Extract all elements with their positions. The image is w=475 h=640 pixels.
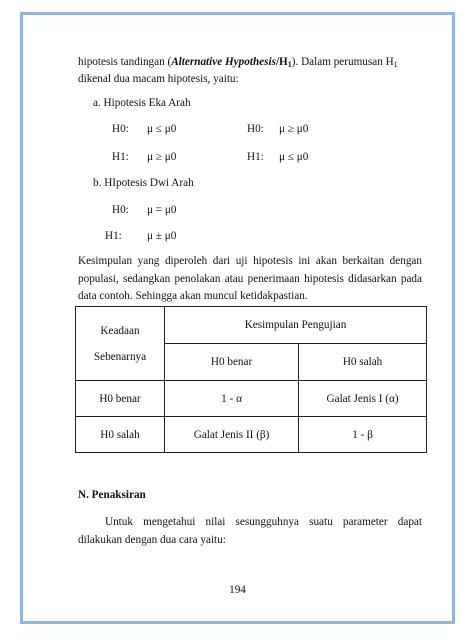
dwi-h1-value: μ ± μ0 [147, 230, 177, 242]
kesimpulan-paragraph: Kesimpulan yang diperoleh dari uji hipotesis ini akan berkaitan dengan populasi, sedangkan penolakan atau penerimaan hipotesis didasarkan pada data contoh. Sehingga akan muncul ketidakpastian. [78, 255, 422, 302]
eka-h0-right-label: H0: [247, 123, 264, 135]
eka-h0-left-value: μ ≤ μ0 [147, 123, 177, 135]
subheader-h0-salah: H0 salah [299, 344, 427, 381]
eka-arah-title: a. Hipotesis Eka Arah [93, 97, 191, 109]
header-kesimpulan-pengujian: Kesimpulan Pengujian [165, 307, 427, 344]
section-heading: N. Penaksiran [78, 489, 146, 501]
cell: Galat Jenis II (β) [165, 417, 299, 453]
cell: Galat Jenis I (α) [299, 381, 427, 417]
header-keadaan: Keadaan Sebenarnya [76, 307, 165, 381]
page-number: 194 [229, 584, 246, 596]
intro-line-1: hipotesis tandingan (Alternative Hypothesis/$H_1$). Dalam perumusan $H_1$ [78, 56, 398, 69]
kesimpulan-table [75, 306, 427, 453]
penaksiran-paragraph: Untuk mengetahui nilai sesungguhnya suatu parameter dapat dilakukan dengan dua cara yaitu: [78, 516, 422, 546]
eka-h1-left-value: μ ≥ μ0 [147, 151, 177, 163]
intro-line-2: dikenal dua macam hipotesis, yaitu: [78, 73, 239, 85]
dwi-arah-title: b. HIpotesis Dwi Arah [93, 177, 194, 189]
eka-h1-right-label: H1: [247, 151, 264, 163]
dwi-h0-label: H0: [112, 204, 129, 216]
cell: 1 - β [299, 417, 427, 453]
row-label: H0 benar [76, 381, 165, 417]
table-row [76, 417, 427, 453]
eka-h1-left-label: H1: [112, 151, 129, 163]
dwi-h1-label: H1: [105, 230, 122, 242]
eka-h1-right-value: μ ≤ μ0 [279, 151, 309, 163]
eka-h0-left-label: H0: [112, 123, 129, 135]
eka-h0-right-value: μ ≥ μ0 [279, 123, 309, 135]
cell: 1 - α [165, 381, 299, 417]
subheader-h0-benar: H0 benar [165, 344, 299, 381]
dwi-h0-value: μ = μ0 [147, 204, 177, 216]
row-label: H0 salah [76, 417, 165, 453]
table-row [76, 381, 427, 417]
